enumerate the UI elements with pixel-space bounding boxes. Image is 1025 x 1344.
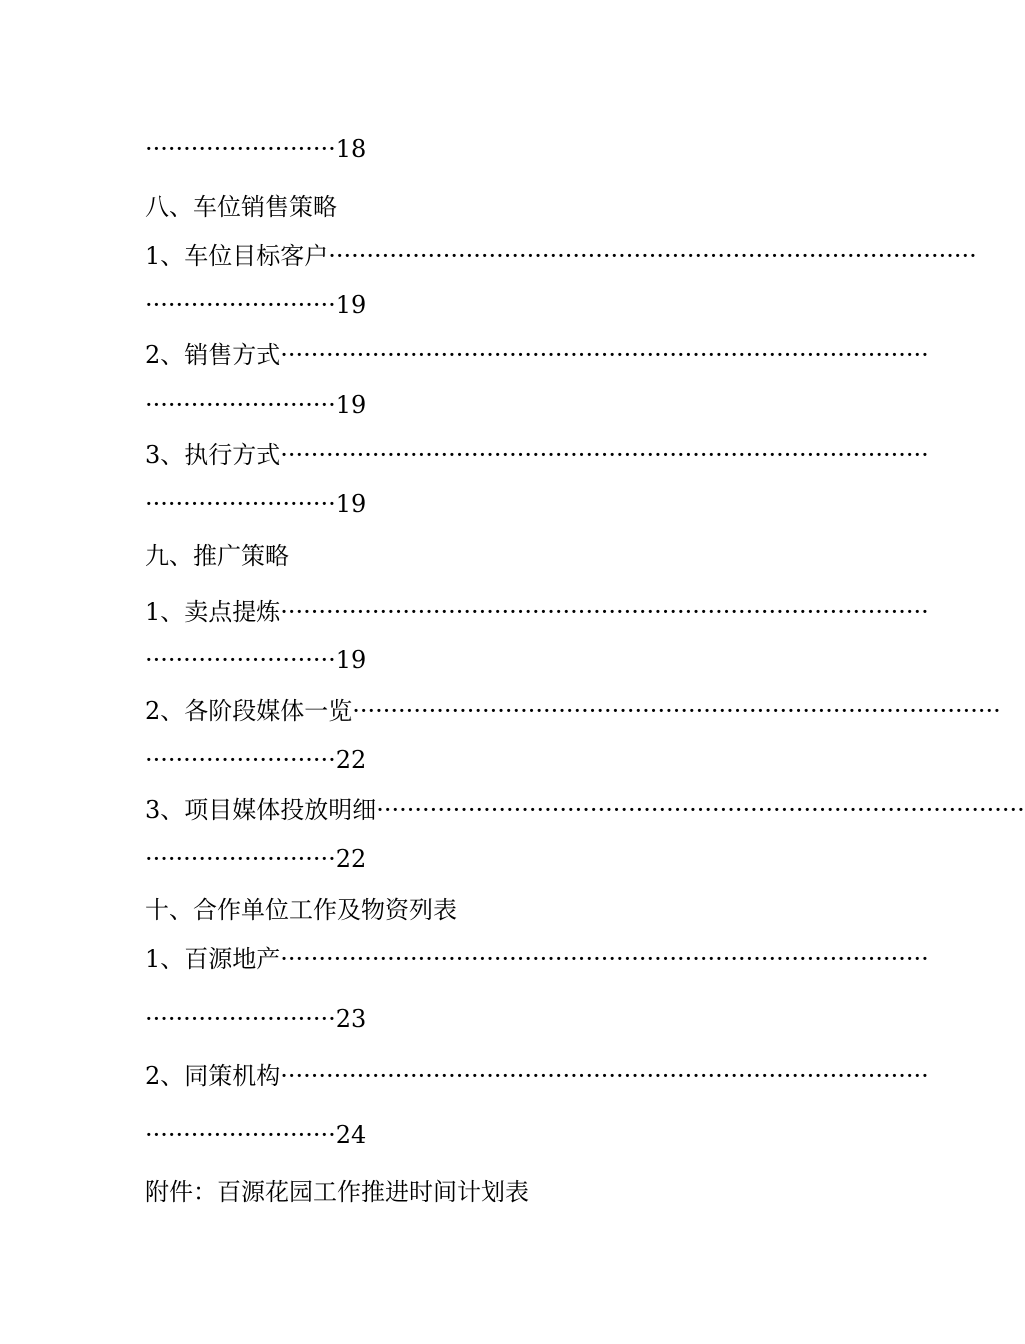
toc-continuation-10-2[interactable] <box>145 1119 807 1151</box>
toc-leader-dots: ························· <box>145 291 336 319</box>
toc-leader-dots: ························· <box>145 1005 336 1033</box>
toc-continuation-8-3[interactable] <box>145 488 807 520</box>
toc-entry-9-3[interactable] <box>145 794 1025 826</box>
toc-page-number: 22 <box>335 845 367 873</box>
toc-section-heading-10[interactable]: 十、合作单位工作及物资列表 <box>145 896 457 924</box>
toc-leader-dots: ························· <box>145 490 336 518</box>
toc-entry-label: 1、百源地产 <box>145 945 281 973</box>
toc-leader-dots: ························· <box>145 391 336 419</box>
toc-continuation-9-1[interactable] <box>145 644 807 676</box>
toc-section-heading-8[interactable]: 八、车位销售策略 <box>145 193 337 221</box>
toc-leader-dots: ····················································································· <box>280 598 929 626</box>
toc-leader-dots: ····················································································· <box>376 796 1025 824</box>
toc-entry-9-2[interactable] <box>145 695 1001 727</box>
toc-leader-dots: ························· <box>145 1121 336 1149</box>
toc-leader-dots: ····················································································· <box>280 341 929 369</box>
toc-entry-label: 2、同策机构 <box>145 1062 281 1090</box>
toc-page-number: 23 <box>335 1005 367 1033</box>
toc-page-number: 18 <box>335 135 367 163</box>
toc-entry-label: 1、车位目标客户 <box>145 242 329 270</box>
toc-continuation-8-2[interactable] <box>145 389 807 421</box>
toc-entry-label: 1、卖点提炼 <box>145 598 281 626</box>
toc-leader-dots: ························· <box>145 845 336 873</box>
toc-page-number: 19 <box>335 490 367 518</box>
toc-leader-dots: ························· <box>145 135 336 163</box>
toc-page-number: 22 <box>335 746 367 774</box>
toc-leader-dots: ························· <box>145 746 336 774</box>
toc-leader-dots: ························· <box>145 646 336 674</box>
toc-entry-label: 3、项目媒体投放明细 <box>145 796 377 824</box>
toc-appendix[interactable]: 附件：百源花园工作推进时间计划表 <box>145 1178 529 1206</box>
toc-section-heading-9[interactable]: 九、推广策略 <box>145 542 289 570</box>
toc-continuation-8-1[interactable] <box>145 289 807 321</box>
toc-entry-10-2[interactable] <box>145 1060 929 1092</box>
toc-continuation-18[interactable] <box>145 133 807 165</box>
toc-continuation-9-2[interactable] <box>145 744 807 776</box>
toc-leader-dots: ····················································································· <box>280 1062 929 1090</box>
toc-leader-dots: ····················································································· <box>328 242 977 270</box>
toc-entry-label: 3、执行方式 <box>145 441 281 469</box>
toc-entry-label: 2、销售方式 <box>145 341 281 369</box>
toc-continuation-9-3[interactable] <box>145 843 807 875</box>
toc-leader-dots: ····················································································· <box>280 945 929 973</box>
toc-leader-dots: ····················································································· <box>280 441 929 469</box>
toc-entry-8-2[interactable] <box>145 339 929 371</box>
toc-entry-10-1[interactable] <box>145 943 929 975</box>
toc-page-number: 19 <box>335 291 367 319</box>
toc-entry-9-1[interactable] <box>145 596 929 628</box>
toc-page-number: 19 <box>335 391 367 419</box>
toc-page-number: 24 <box>335 1121 367 1149</box>
toc-page-number: 19 <box>335 646 367 674</box>
toc-entry-8-3[interactable] <box>145 439 929 471</box>
toc-continuation-10-1[interactable] <box>145 1003 807 1035</box>
toc-entry-8-1[interactable] <box>145 240 977 272</box>
toc-entry-label: 2、各阶段媒体一览 <box>145 697 353 725</box>
toc-leader-dots: ····················································································· <box>352 697 1001 725</box>
